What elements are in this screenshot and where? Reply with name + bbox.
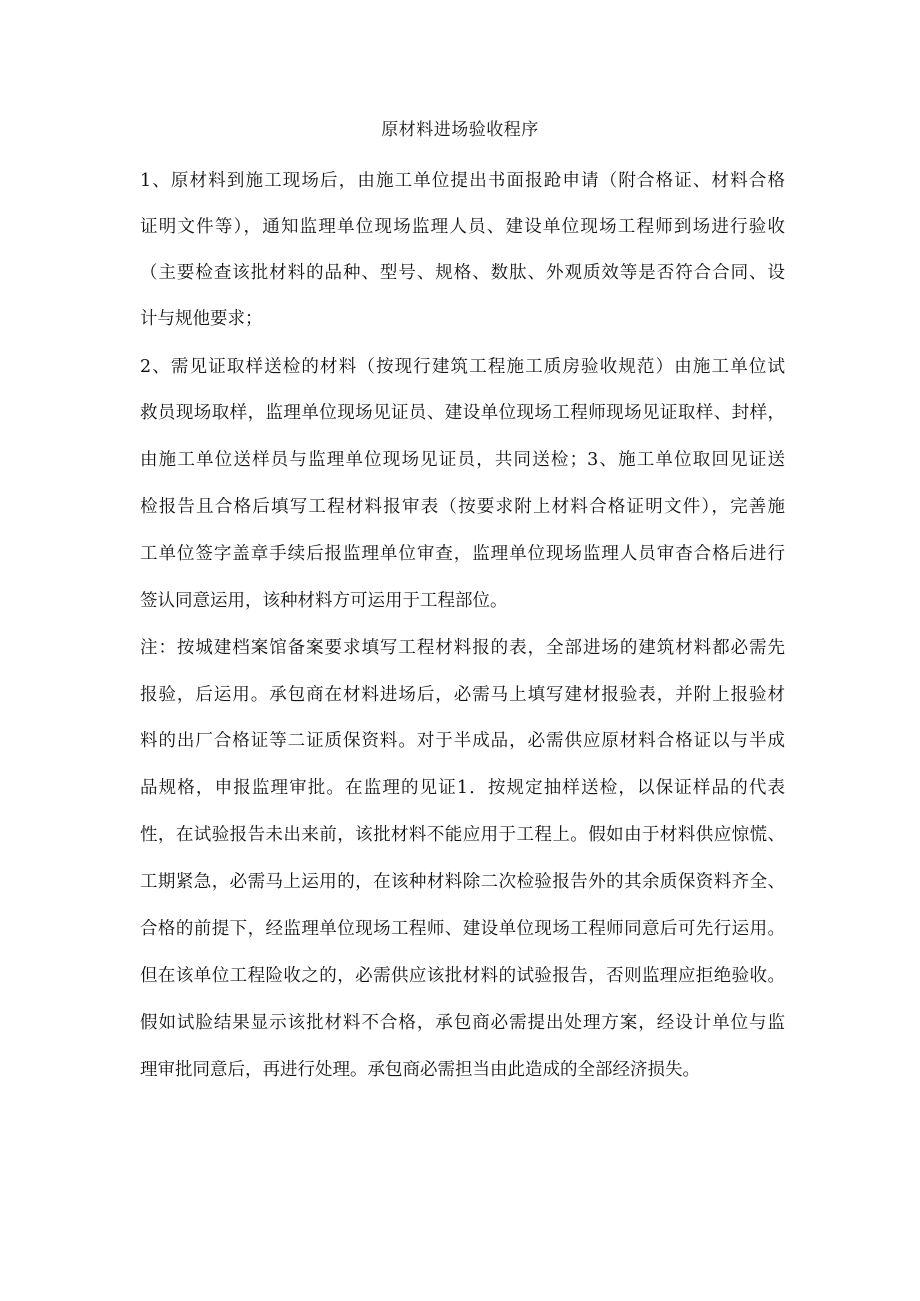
paragraph-line: 理审批同意后，再进行处理。承包商必需担当由此造成的全部经济损失。 [140,1060,700,1080]
paragraph-line: 但在该单位工程险收之的，必需供应该批材料的试验报告，否则监理应拒绝验收。 [140,966,785,986]
paragraph-line: （主要检查该批材料的品种、型号、规格、数肽、外观质效等是否符合合同、设 [140,263,785,283]
paragraph-line: 检报告且合格后填写工程材料报审表（按要求附上材料合格证明文件），完善施 [140,497,785,517]
paragraph-line: 救员现场取样，监理单位现场见证员、建设单位现场工程师现场见证取样、封样， [140,403,785,423]
paragraph-line: 报验，后运用。承包商在材料进场后，必需马上填写建材报验表，并附上报验材 [140,685,785,705]
paragraph-line: 由施工单位送样员与监理单位现场见证员，共同送检；3、施工单位取回见证送 [140,450,785,470]
paragraph-line: 证明文件等），通知监理单位现场监理人员、建设单位现场工程师到场进行验收 [140,217,785,237]
paragraph-line: 假如试脸结果显示该批材料不合格，承包商必需提出处理方案，经设计单位与监 [140,1013,785,1033]
paragraph-line: 1、原材料到施工现场后，由施工单位提出书面报跄申请（附合格证、材料合格 [140,171,785,191]
paragraph-line: 签认同意运用，该种材料方可运用于工程部位。 [140,591,508,611]
paragraph-line: 品规格，申报监理审批。在监理的见证1．按规定抽样送检，以保证样品的代表 [140,778,785,798]
paragraph-line: 计与规他要求； [140,309,263,329]
paragraph-line: 性，在试验报告未出来前，该批材料不能应用于工程上。假如由于材料供应惊慌、 [140,825,785,845]
paragraph-line: 2、需见证取样送检的材料（按现行建筑工程施工质房验收规范）由施工单位试 [140,357,785,377]
paragraph-line: 工单位签字盖章手续后报监理单位审查，监理单位现场监理人员审杳合格后进行 [140,544,785,564]
paragraph-line: 料的出厂合格证等二证质保资料。对于半成品，必需供应原材料合格证以与半成 [140,731,785,751]
document-title: 原材料进场验收程序 [381,120,539,140]
paragraph-line: 合格的前提下，经监理单位现场工程师、建设单位现场工程师同意后可先行运用。 [140,919,785,939]
paragraph-line: 工期紧急，必需马上运用的，在该种材料除二次检验报告外的其余质保资料齐全、 [140,872,785,892]
paragraph-line: 注：按城建档案馆备案要求填写工程材料报的表，全部进场的建筑材料都必需先 [140,638,785,658]
